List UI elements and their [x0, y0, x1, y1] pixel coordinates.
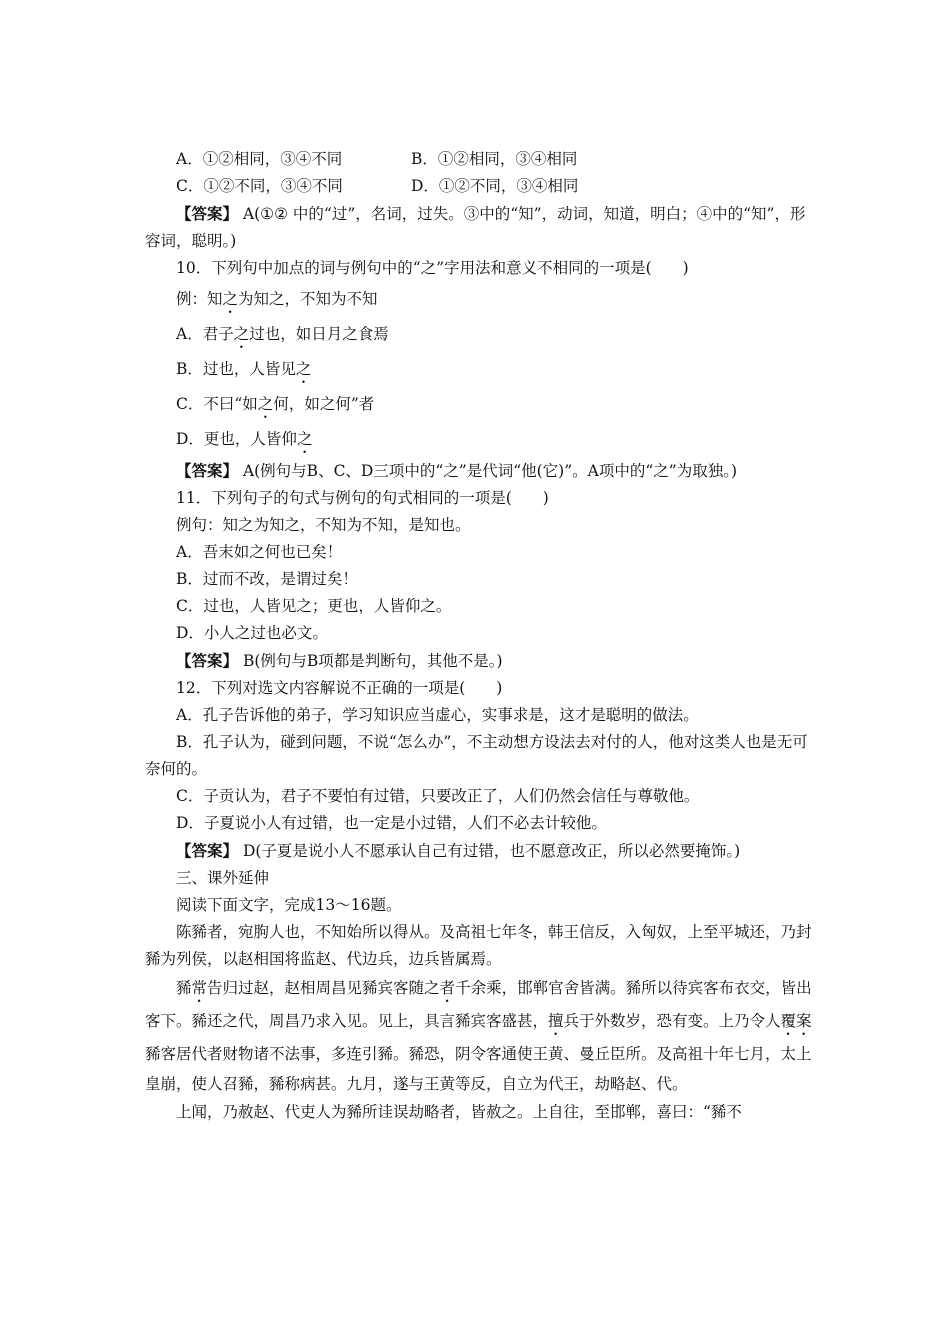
q12-option-b: B．孔子认为，碰到问题，不说“怎么办”，不主动想方设法去对付的人，他对这类人也是无可奈何的。: [145, 733, 808, 778]
q12-answer: [145, 837, 815, 865]
q11-option-b: B．过而不改，是谓过矣！: [176, 570, 358, 588]
answer-text: A(①② 中的“过”，名词，过失。③中的“知”，动词，知道，明白；④中的“知”，形容词，聪明。): [145, 205, 806, 250]
q12-option-a: A．孔子告诉他的弟子，学习知识应当虚心，实事求是，这才是聪明的做法。: [176, 706, 699, 724]
q9-options-row-2: [145, 173, 815, 200]
q10-answer: [145, 457, 815, 485]
q10-example: 例：知之为知之，不知为不知: [176, 290, 378, 308]
dotted-char: 之: [296, 430, 313, 448]
passage-paragraph-3: 上闻，乃赦赵、代吏人为豨所诖误劫略者，皆赦之。上自往，至邯郸，喜曰：“豨不: [176, 1103, 742, 1121]
dotted-char: 之: [257, 395, 274, 413]
q10-option-a: A．君子之过也，如日月之食焉: [176, 325, 389, 343]
answer-text: D(子夏是说小人不愿承认自己有过错，也不愿意改正，所以必然要掩饰。): [238, 842, 741, 860]
answer-label: 【答案】: [176, 204, 239, 223]
q11-option-a: A．吾末如之何也已矣！: [176, 543, 343, 561]
passage-paragraph-2: 豨常告归过赵，赵相周昌见豨宾客随之者千余乘，邯郸官舍皆满。豨所以待宾客布衣交，皆出客下。豨还之代，周昌乃求入见。见上，具言豨宾客盛甚，擅兵于外数岁，恐有变。上乃令人覆案豨客居代者财物诸不法事，多连引豨。豨恐，阴令客通使王黄、曼丘臣所。及高祖十年七月，太上皇崩，使人召豨，豨称病甚。九月，遂与王黄等反，自立为代王，劫略赵、代。: [145, 979, 812, 1093]
q11-example: 例句：知之为知之，不知为不知，是知也。: [176, 516, 471, 534]
passage-paragraph-1: 陈豨者，宛朐人也，不知始所以得从。及高祖七年冬，韩王信反，入匈奴，上至平城还，乃封豨为列侯，以赵相国将监赵、代边兵，边兵皆属焉。: [145, 923, 812, 968]
q11-stem: 11．下列句子的句式与例句的句式相同的一项是( ): [176, 489, 549, 507]
q11-answer: [145, 647, 815, 675]
dotted-char: 常: [191, 979, 208, 997]
q9-options-row-1: [145, 146, 815, 173]
section-instruction: 阅读下面文字，完成13～16题。: [176, 896, 402, 914]
q10-option-c: C．不曰“如之何，如之何”者: [176, 395, 375, 413]
q9-option-a: A．①②相同，③④不同: [176, 150, 343, 168]
q12-option-c: C．子贡认为，君子不要怕有过错，只要改正了，人们仍然会信任与尊敬他。: [176, 787, 700, 805]
q9-option-d: D．①②不同，③④相同: [411, 177, 579, 195]
dotted-char: 覆案: [780, 1012, 812, 1030]
q11-option-d: D．小人之过也必文。: [176, 624, 328, 642]
q9-option-c: C．①②不同，③④不同: [176, 177, 343, 195]
q12-stem: 12．下列对选文内容解说不正确的一项是( ): [176, 679, 503, 697]
answer-label: 【答案】: [176, 651, 239, 670]
dotted-char: 之: [233, 325, 250, 343]
q12-option-d: D．子夏说小人有过错，也一定是小过错，人们不必去计较他。: [176, 814, 607, 832]
document-body: [145, 146, 815, 1126]
q9-option-b: B．①②相同，③④相同: [411, 150, 578, 168]
answer-label: 【答案】: [176, 841, 239, 860]
dotted-char: 之: [222, 290, 239, 308]
section-heading: 三、课外延伸: [176, 869, 270, 887]
q10-option-d: D．更也，人皆仰之: [176, 430, 313, 448]
answer-text: A(例句与B、C、D三项中的“之”是代词“他(它)”。A项中的“之”为取独。): [238, 462, 737, 480]
q9-answer: [145, 200, 815, 255]
answer-label: 【答案】: [176, 461, 239, 480]
dotted-char: 者: [439, 979, 456, 997]
dotted-char: 之: [295, 360, 312, 378]
q10-stem: 10．下列句中加点的词与例句中的“之”字用法和意义不相同的一项是( ): [176, 259, 689, 277]
dotted-char: 擅: [548, 1012, 564, 1030]
q11-option-c: C．过也，人皆见之；更也，人皆仰之。: [176, 597, 452, 615]
answer-text: B(例句与B项都是判断句，其他不是。): [238, 652, 503, 670]
q10-option-b: B．过也，人皆见之: [176, 360, 312, 378]
